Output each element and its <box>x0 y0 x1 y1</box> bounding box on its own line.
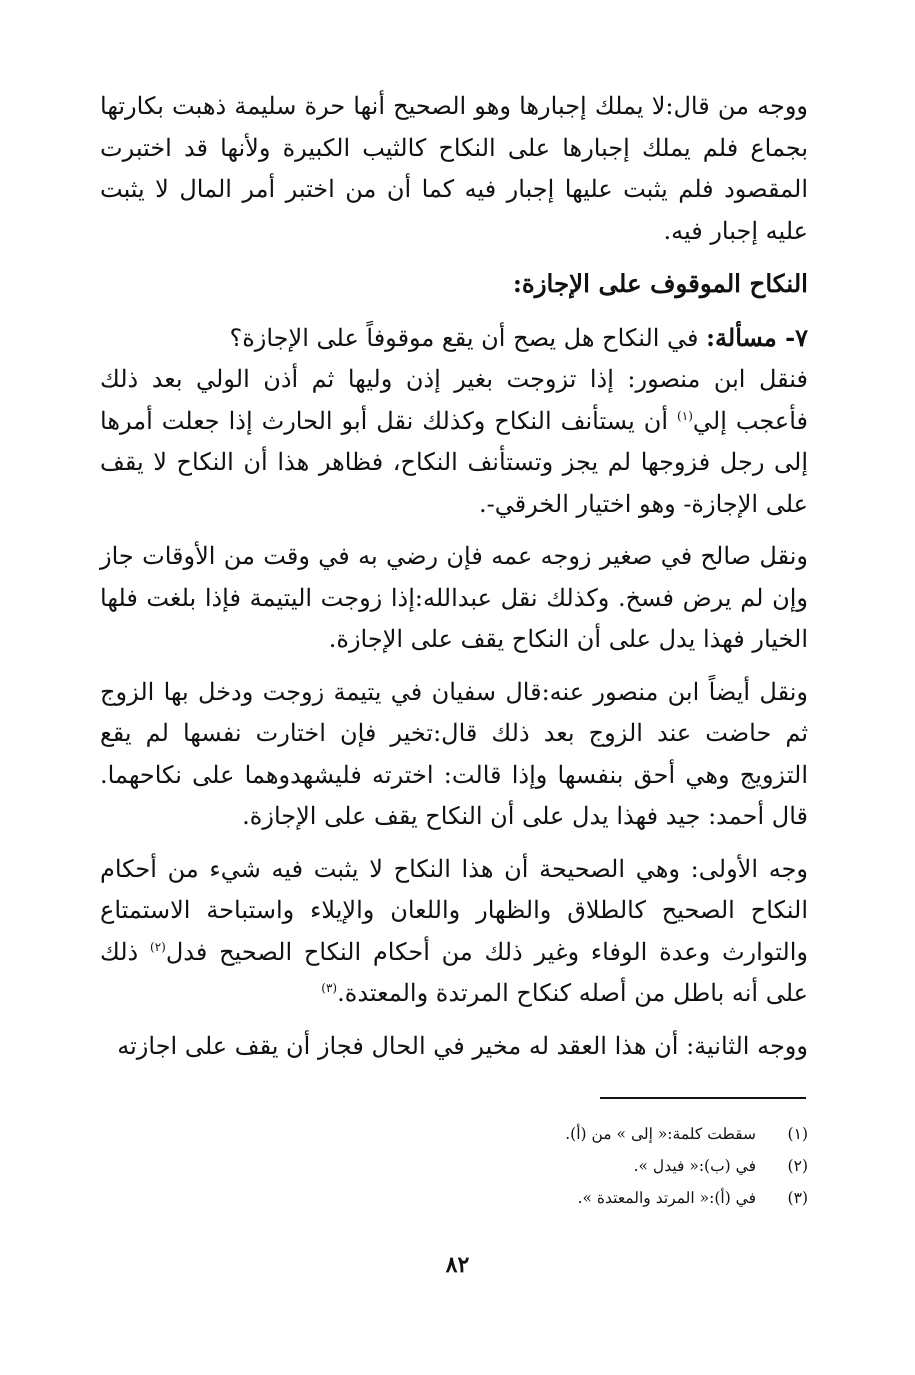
paragraph-6-text-a: وجه الأولى: وهي الصحيحة أن هذا النكاح لا يثبت فيه شيء من أحكام النكاح الصحيح كالطلاق والظهار واللعان والإيلاء واستباحة الاستمتاع والتوارث وعدة الوفاء وغير ذلك من أحكام النكاح الصحيح فدل <box>100 854 809 966</box>
footnote-3 <box>420 1182 808 1214</box>
paragraph-5-text: ونقل أيضاً ابن منصور عنه:قال سفيان في يتيمة زوجت ودخل بها الزوج ثم حاضت عند الزوج بعد ذلك قال:تخير فإن اختارت نفسها لم يقع التزويج وهي أحق بنفسها وإذا قالت: اخترته فليشهدوهما على نكاحهما. قال أحمد: جيد فهذا يدل على أن النكاح يقف على الإجازة. <box>100 677 809 830</box>
footnote-1 <box>420 1118 808 1150</box>
footnote-number: (٣) <box>787 1189 808 1207</box>
footnote-separator <box>600 1097 806 1099</box>
footnote-number: (٢) <box>787 1157 808 1175</box>
paragraph-3-text-b: أن يستأنف النكاح وكذلك نقل أبو الحارث إذا جعلت أمرها إلى رجل فزوجها لم يجز وتستأنف النكاح، فظاهر هذا أن النكاح لا يقف على الإجازة- وهو اختيار الخرقي-. <box>100 406 808 518</box>
page-number: ٨٢ <box>445 1252 470 1278</box>
paragraph-7-text: ووجه الثانية: أن هذا العقد له مخير في الحال فجاز أن يقف على اجازته <box>117 1031 808 1060</box>
paragraph-issue-7 <box>100 317 808 360</box>
paragraph-4-text: ونقل صالح في صغير زوجه عمه فإن رضي به في وقت من الأوقات جاز وإن لم يرض فسخ. وكذلك نقل عبدالله:إذا زوجت اليتيمة فإذا بلغت فلها الخيار فهذا يدل على أن النكاح يقف على الإجازة. <box>100 542 809 653</box>
footnote-2 <box>420 1150 808 1182</box>
footnote-text: في (ب):« فيدل ». <box>633 1157 756 1175</box>
issue-label: ٧- مسألة: <box>706 322 808 352</box>
footnote-text: سقطت كلمة:« إلى » من (أ). <box>565 1125 756 1143</box>
paragraph-3 <box>100 359 808 525</box>
footnote-number: (١) <box>787 1125 808 1143</box>
paragraph-1-text: ووجه من قال:لا يملك إجبارها وهو الصحيح أنها حرة سليمة ذهبت بكارتها بجماع فلم يملك إجبارها على النكاح كالثيب الكبيرة ولأنها قد اختبرت المقصود فلم يثبت عليها إجبار فيه كما أن من اختبر أمر المال لا يثبت عليه إجبار فيه. <box>100 92 808 245</box>
footnote-ref-3: (٣) <box>321 981 338 995</box>
paragraph-6-text-b: ذلك على أنه باطل من أصله كنكاح المرتدة والمعتدة. <box>100 937 808 1007</box>
footnote-ref-2: (٢) <box>150 939 166 954</box>
footnotes <box>420 1118 808 1214</box>
footnote-text: في (أ):« المرتد والمعتدة ». <box>577 1189 756 1207</box>
paragraph-1 <box>100 86 808 252</box>
page-body <box>100 86 808 1078</box>
paragraph-3-text-a: فنقل ابن منصور: إذا تزوجت بغير إذن وليها ثم أذن الولي بعد ذلك فأعجب إلي <box>100 365 808 435</box>
section-heading: النكاح الموقوف على الإجازة: <box>512 269 808 298</box>
paragraph-4 <box>100 536 808 661</box>
issue-question: في النكاح هل يصح أن يقع موقوفاً على الإجازة؟ <box>229 323 707 352</box>
paragraph-7 <box>100 1026 808 1068</box>
paragraph-6 <box>100 849 808 1015</box>
footnote-ref-1: (١) <box>677 408 693 423</box>
paragraph-5 <box>100 672 808 838</box>
